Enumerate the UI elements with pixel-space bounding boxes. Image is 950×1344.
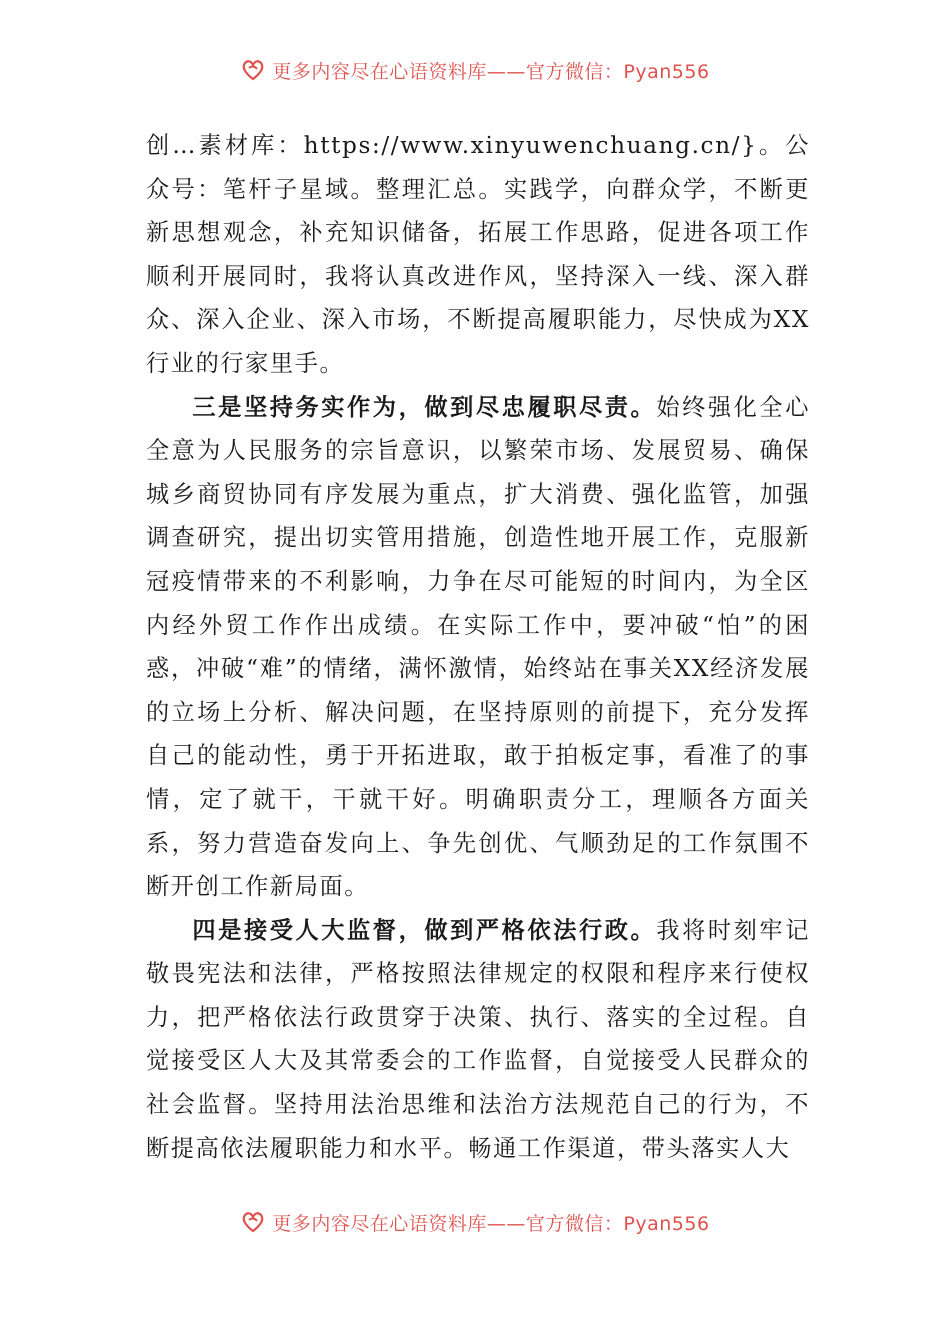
footer-watermark-banner: [0, 1206, 950, 1238]
banner-text: 更多内容尽在心语资料库——官方微信：Pyan556: [272, 60, 710, 83]
header-watermark-banner: [0, 54, 950, 86]
paragraph-point-three: [146, 386, 810, 909]
paragraph-text: 始终强化全心全意为人民服务的宗旨意识，以繁荣市场、发展贸易、确保城乡商贸协同有序发展为重点，扩大消费、强化监管，加强调查研究，提出切实管用措施，创造性地开展工作，克服新冠疫情带来的不利影响，力争在尽可能短的时间内，为全区内经外贸工作作出成绩。在实际工作中，要冲破“怕”的困惑，冲破“难”的情绪，满怀激情，始终站在事关XX经济发展的立场上分析、解决问题，在坚持原则的前提下，充分发挥自己的能动性，勇于开拓进取，敢于拍板定事，看准了的事情，定了就干，干就干好。明确职责分工，理顺各方面关系，努力营造奋发向上、争先创优、气顺劲足的工作氛围不断开创工作新局面。: [146, 393, 810, 901]
banner-text: 更多内容尽在心语资料库——官方微信：Pyan556: [272, 1212, 710, 1235]
paragraph-text: 创…素材库：https://www.xinyuwenchuang.cn/}。公众号：笔杆子星域。整理汇总。实践学，向群众学，不断更新思想观念，补充知识储备，拓展工作思路，促进各项工作顺利开展同时，我将认真改进作风，坚持深入一线、深入群众、深入企业、深入市场，不断提高履职能力，尽快成为XX行业的行家里手。: [146, 132, 810, 377]
paragraph-text: 我将时刻牢记敬畏宪法和法律，严格按照法律规定的权限和程序来行使权力，把严格依法行政贯穿于决策、执行、落实的全过程。自觉接受区人大及其常委会的工作监督，自觉接受人民群众的社会监督。坚持用法治思维和法治方法规范自己的行为，不断提高依法履职能力和水平。畅通工作渠道，带头落实人大: [146, 916, 810, 1162]
heart-logo-icon: [240, 57, 266, 83]
heart-logo-icon: [240, 1209, 266, 1235]
paragraph-continued: [146, 124, 810, 386]
paragraph-point-four: [146, 909, 810, 1171]
paragraph-lead: 三是坚持务实作为，做到尽忠履职尽责。: [192, 393, 657, 421]
document-body: [146, 124, 810, 1170]
paragraph-lead: 四是接受人大监督，做到严格依法行政。: [192, 916, 657, 944]
